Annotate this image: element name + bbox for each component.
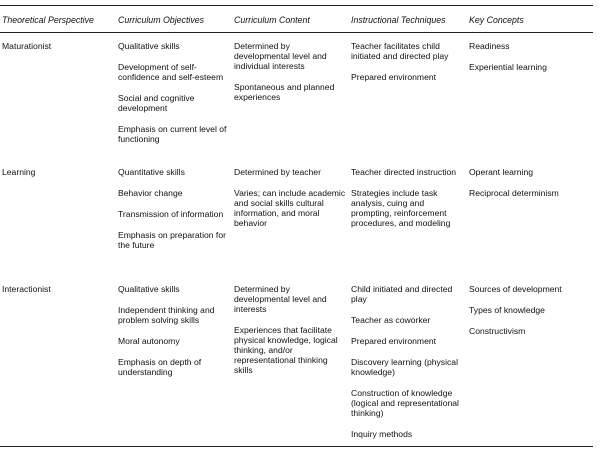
concept-item: Readiness bbox=[469, 41, 510, 51]
header-rule bbox=[0, 32, 593, 33]
concept-item: Sources of development bbox=[469, 284, 562, 294]
technique-item: Child initiated and directed play bbox=[351, 284, 453, 304]
content-cell bbox=[234, 284, 346, 386]
techniques-cell bbox=[351, 284, 463, 450]
header-key-concepts: Key Concepts bbox=[469, 15, 524, 25]
objective-item: Social and cognitive development bbox=[118, 93, 195, 113]
perspective-cell bbox=[2, 41, 107, 62]
objective-item: Transmission of information bbox=[118, 209, 224, 219]
objective-item: Behavior change bbox=[118, 188, 183, 198]
technique-item: Teacher facilitates child initiated and directed play bbox=[351, 41, 449, 61]
technique-item: Inquiry methods bbox=[351, 429, 413, 439]
objective-item: Emphasis on depth of understanding bbox=[118, 357, 202, 377]
objective-item: Qualitative skills bbox=[118, 284, 180, 294]
objectives-cell bbox=[118, 284, 228, 388]
objective-item: Independent thinking and problem solving skills bbox=[118, 305, 215, 325]
perspective-label: Interactionist bbox=[2, 284, 51, 294]
objective-item: Development of self-confidence and self-esteem bbox=[118, 62, 224, 82]
bottom-rule bbox=[0, 446, 593, 447]
objective-item: Emphasis on current level of functioning bbox=[118, 124, 227, 144]
objective-item: Moral autonomy bbox=[118, 336, 180, 346]
content-cell bbox=[234, 41, 346, 113]
concepts-cell bbox=[469, 167, 597, 209]
perspective-label: Learning bbox=[2, 167, 36, 177]
concept-item: Reciprocal determinism bbox=[469, 188, 559, 198]
technique-item: Teacher directed instruction bbox=[351, 167, 457, 177]
technique-item: Construction of knowledge (logical and representational thinking) bbox=[351, 388, 459, 418]
content-cell bbox=[234, 167, 346, 239]
objectives-cell bbox=[118, 167, 228, 261]
content-item: Spontaneous and planned experiences bbox=[234, 82, 335, 102]
technique-item: Teacher as coworker bbox=[351, 315, 431, 325]
techniques-cell bbox=[351, 167, 463, 239]
content-item: Determined by developmental level and interests bbox=[234, 284, 327, 314]
technique-item: Prepared environment bbox=[351, 336, 437, 346]
objectives-cell bbox=[118, 41, 228, 155]
objective-item: Quantitative skills bbox=[118, 167, 185, 177]
technique-item: Strategies include task analysis, cuing and prompting, reinforcement procedures, and modeling bbox=[351, 188, 451, 228]
concept-item: Experiential learning bbox=[469, 62, 547, 72]
content-item: Determined by developmental level and individual interests bbox=[234, 41, 327, 71]
content-item: Varies; can include academic and social skills cultural information, and moral behavior bbox=[234, 188, 346, 228]
technique-item: Prepared environment bbox=[351, 72, 437, 82]
objective-item: Qualitative skills bbox=[118, 41, 180, 51]
concepts-cell bbox=[469, 284, 597, 347]
header-instructional-techniques: Instructional Techniques bbox=[351, 15, 446, 25]
concept-item: Operant learning bbox=[469, 167, 534, 177]
top-rule bbox=[0, 5, 593, 6]
perspective-cell bbox=[2, 284, 107, 305]
concept-item: Constructivism bbox=[469, 326, 526, 336]
perspective-cell bbox=[2, 167, 107, 188]
technique-item: Discovery learning (physical knowledge) bbox=[351, 357, 458, 377]
concepts-cell bbox=[469, 41, 597, 83]
table-header bbox=[0, 15, 600, 27]
content-item: Experiences that facilitate physical knowledge, logical thinking, and/or representational thinking skills bbox=[234, 325, 338, 375]
header-curriculum-objectives: Curriculum Objectives bbox=[118, 15, 205, 25]
perspective-label: Maturationist bbox=[2, 41, 52, 51]
objective-item: Emphasis on preparation for the future bbox=[118, 230, 226, 250]
concept-item: Types of knowledge bbox=[469, 305, 545, 315]
header-theoretical-perspective: Theoretical Perspective bbox=[2, 15, 94, 25]
techniques-cell bbox=[351, 41, 463, 93]
header-curriculum-content: Curriculum Content bbox=[234, 15, 310, 25]
content-item: Determined by teacher bbox=[234, 167, 321, 177]
